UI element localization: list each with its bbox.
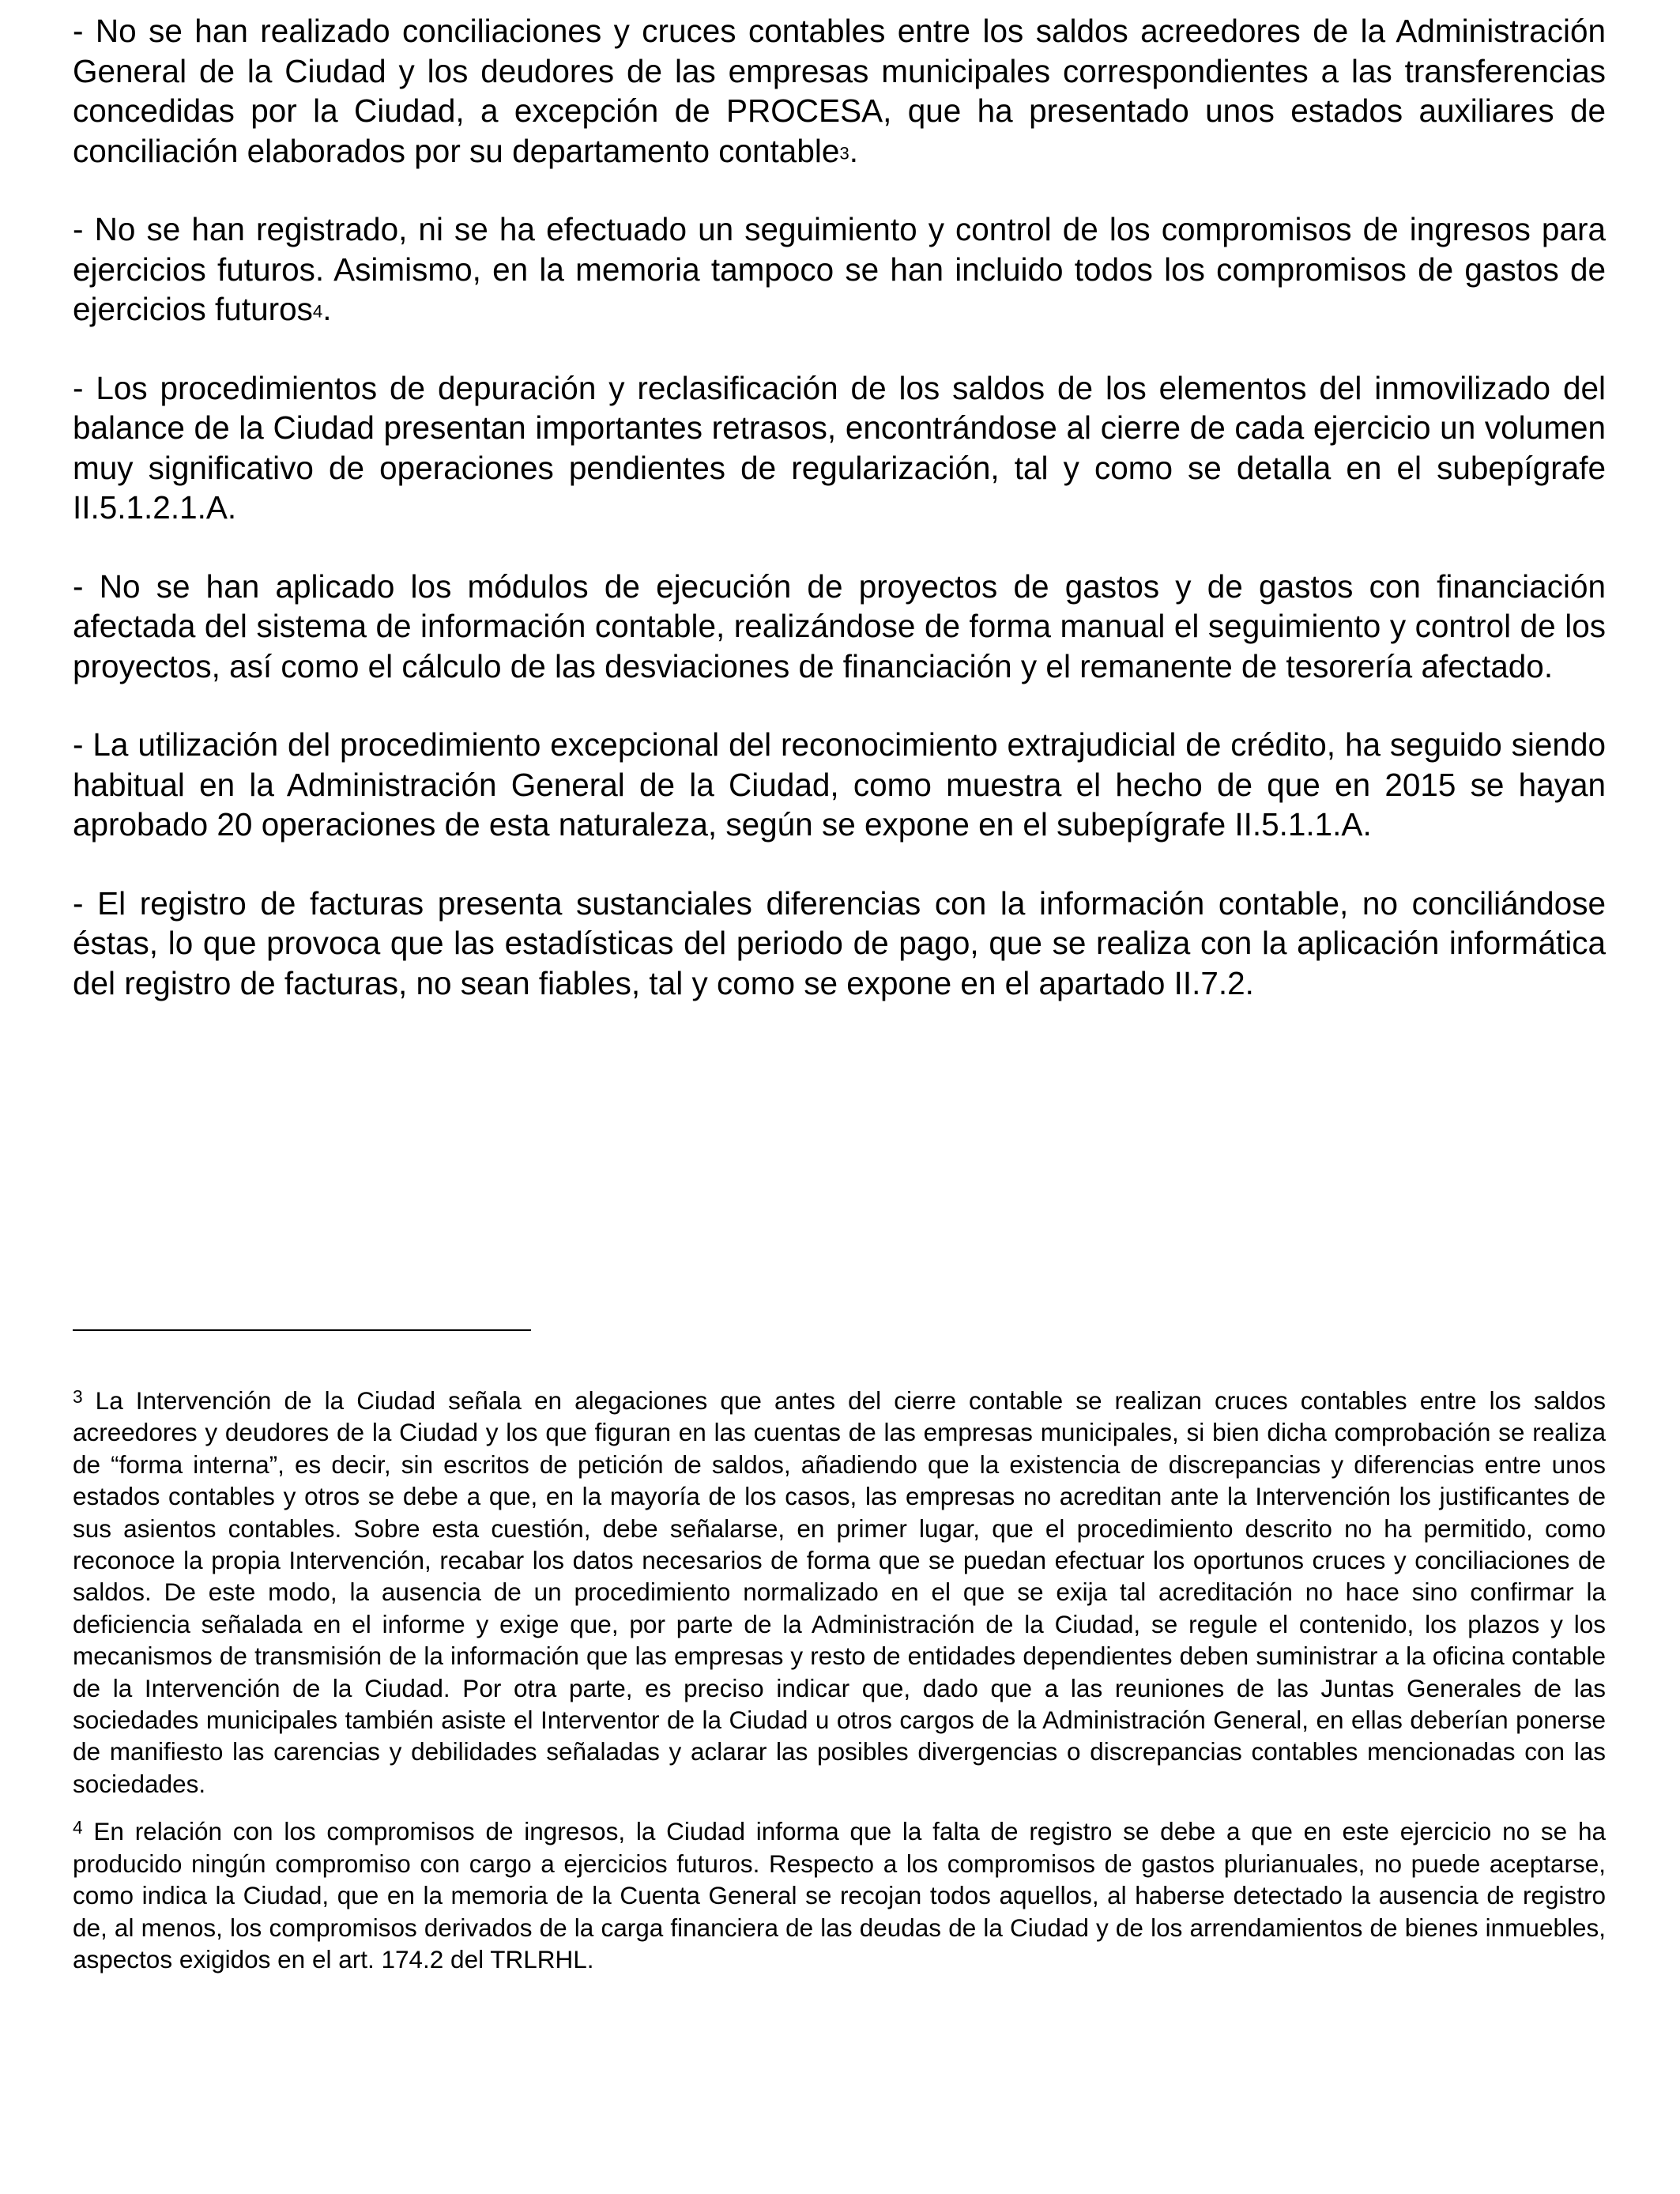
paragraph-inmovilizado: - Los procedimientos de depuración y reclasificación de los saldos de los elementos del inmovilizado del balance de la Ciudad presentan importantes retrasos, encontrándose al cierre de cada ejercicio un volumen muy significativo de operaciones pendientes de regularización, tal y como se detalla en el subepígrafe II.5.1.2.1.A. — [73, 369, 1606, 526]
footnotes — [73, 1385, 1606, 1991]
footnote-ref-3[interactable]: 3 — [839, 143, 849, 164]
paragraph-proyectos-gastos: - No se han aplicado los módulos de ejecución de proyectos de gastos y de gastos con financiación afectada del sistema de información contable, realizándose de forma manual el seguimiento y control de los proyectos, así como el cálculo de las desviaciones de financiación y el remanente de tesorería afectado. — [73, 567, 1606, 684]
main-text — [73, 11, 1606, 1042]
document-page — [73, 0, 1606, 2194]
footnote-number: 3 — [73, 1386, 83, 1408]
paragraph-conciliaciones: - No se han realizado conciliaciones y cruces contables entre los saldos acreedores de la Administración General de la Ciudad y los deudores de las empresas municipales correspondientes a las transferencias concedidas por la Ciudad, a excepción de PROCESA, que ha presentado unos estados auxiliares de conciliación elaborados por su departamento contable$^3$. — [73, 13, 1606, 169]
paragraph-compromisos: - No se han registrado, ni se ha efectuado un seguimiento y control de los compromisos de ingresos para ejercicios futuros. Asimismo, en la memoria tampoco se han incluido todos los compromisos de gastos de ejercicios futuros$^4$. — [73, 211, 1606, 327]
paragraph-reconocimiento-extrajudicial: - La utilización del procedimiento excepcional del reconocimiento extrajudicial de crédito, ha seguido siendo habitual en la Administración General de la Ciudad, como muestra el hecho de que en 2015 se hayan aprobado 20 operaciones de esta naturaleza, según se expone en el subepígrafe II.5.1.1.A. — [73, 726, 1606, 843]
footnote-3 — [73, 1385, 1606, 1800]
footnote-text: En relación con los compromisos de ingresos, la Ciudad informa que la falta de registro se debe a que en este ejercicio no se ha producido ningún compromiso con cargo a ejercicios futuros. Respecto a los compromisos de gastos plurianuales, no puede aceptarse, como indica la Ciudad, que en la memoria de la Cuenta General se recojan todos aquellos, al haberse detectado la ausencia de registro de, al menos, los compromisos derivados de la carga financiera de las deudas de la Ciudad y de los arrendamientos de bienes inmuebles, aspectos exigidos en el art. 174.2 del TRLRHL. — [73, 1817, 1606, 1973]
paragraph-registro-facturas: - El registro de facturas presenta sustanciales diferencias con la información contable, no conciliándose éstas, lo que provoca que las estadísticas del periodo de pago, que se realiza con la aplicación informática del registro de facturas, no sean fiables, tal y como se expone en el apartado II.7.2. — [73, 884, 1606, 1001]
footnote-ref-4[interactable]: 4 — [312, 301, 323, 322]
footnote-number: 4 — [73, 1817, 83, 1838]
footnote-4 — [73, 1815, 1606, 1975]
footnote-text: La Intervención de la Ciudad señala en alegaciones que antes del cierre contable se realizan cruces contables entre los saldos acreedores y deudores de la Ciudad y los que figuran en las cuentas de las empresas municipales, si bien dicha comprobación se realiza de “forma interna”, es decir, sin escritos de petición de saldos, añadiendo que la existencia de discrepancias y diferencias entre unos estados contables y otros se debe a que, en la mayoría de los casos, las empresas no acreditan ante la Intervención los justificantes de sus asientos contables. Sobre esta cuestión, debe señalarse, en primer lugar, que el procedimiento descrito no ha permitido, como reconoce la propia Intervención, recabar los datos necesarios de forma que se puedan efectuar los oportunos cruces y conciliaciones de saldos. De este modo, la ausencia de un procedimiento normalizado en el que se exija tal acreditación no hace sino confirmar la deficiencia señalada en el informe y exige que, por parte de la Administración de la Ciudad, se regule el contenido, los plazos y los mecanismos de transmisión de la información que las empresas y resto de entidades dependientes deben suministrar a la oficina contable de la Intervención de la Ciudad. Por otra parte, es preciso indicar que, dado que a las reuniones de las Juntas Generales de las sociedades municipales también asiste el Interventor de la Ciudad u otros cargos de la Administración General, en ellas deberían ponerse de manifiesto las carencias y debilidades señaladas y aclarar las posibles divergencias o discrepancias contables mencionadas con las sociedades. — [73, 1386, 1606, 1798]
footnote-separator — [73, 1329, 531, 1331]
